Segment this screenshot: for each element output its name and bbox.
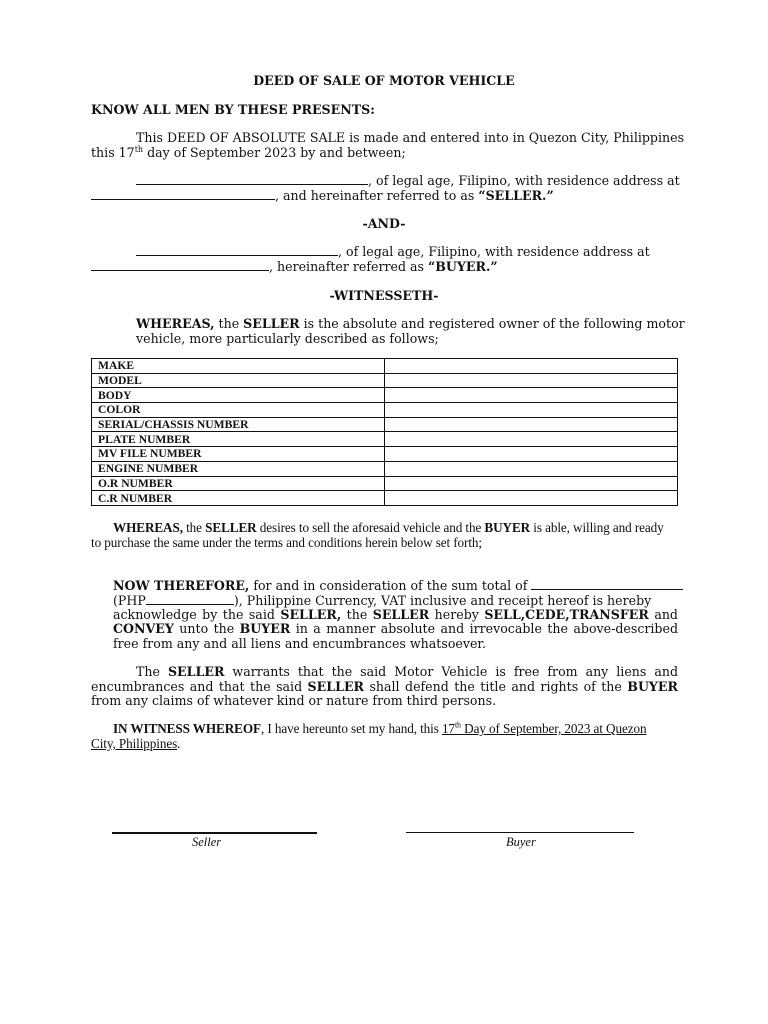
vehicle-field-value[interactable] <box>385 447 678 462</box>
p1-line1: This DEED OF ABSOLUTE SALE is made and entered into in Quezon City, Philippines <box>136 130 685 145</box>
vehicle-field-label: MODEL <box>92 373 385 388</box>
now-therefore-line3: acknowledge by the said SELLER, the SELLER hereby SELL,CEDE,TRANSFER and <box>113 607 678 622</box>
amount-php-blank[interactable] <box>146 593 234 605</box>
buyer-address-blank[interactable] <box>91 259 269 271</box>
table-row <box>92 432 678 447</box>
in-witness-line1: IN WITNESS WHEREOF, I have hereunto set my hand, this 17th Day of September, 2023 at Quezon <box>113 720 647 736</box>
vehicle-field-value[interactable] <box>385 417 678 432</box>
vehicle-field-value[interactable] <box>385 461 678 476</box>
table-row <box>92 461 678 476</box>
table-row <box>92 373 678 388</box>
vehicle-field-value[interactable] <box>385 491 678 506</box>
vehicle-field-value[interactable] <box>385 432 678 447</box>
document-title: DEED OF SALE OF MOTOR VEHICLE <box>253 73 515 88</box>
table-row <box>92 403 678 418</box>
warranty-line2: encumbrances and that the said SELLER shall defend the title and rights of the BUYER <box>91 679 678 694</box>
vehicle-field-value[interactable] <box>385 388 678 403</box>
vehicle-field-value[interactable] <box>385 403 678 418</box>
buyer-signature-label: Buyer <box>506 835 536 849</box>
vehicle-field-label: MV FILE NUMBER <box>92 447 385 462</box>
seller-signature-label: Seller <box>192 835 222 849</box>
vehicle-field-label: COLOR <box>92 403 385 418</box>
p1-line2: this 17th day of September 2023 by and between; <box>91 144 406 160</box>
vehicle-field-label: PLATE NUMBER <box>92 432 385 447</box>
vehicle-field-label: C.R NUMBER <box>92 491 385 506</box>
warranty-line3: from any claims of whatever kind or nature from third persons. <box>91 693 497 708</box>
now-therefore-line2: (PHP ), Philippine Currency, VAT inclusive and receipt hereof is hereby <box>113 593 652 608</box>
vehicle-field-label: SERIAL/CHASSIS NUMBER <box>92 417 385 432</box>
table-row <box>92 447 678 462</box>
warranty-line1: The SELLER warrants that the said Motor Vehicle is free from any liens and <box>136 664 679 679</box>
buyer-line2: , hereinafter referred as “BUYER.” <box>91 259 768 274</box>
table-row <box>92 491 678 506</box>
now-therefore-line5: free from any and all liens and encumbrances whatsoever. <box>113 636 487 651</box>
table-row <box>92 476 678 491</box>
whereas1-line2: vehicle, more particularly described as follows; <box>136 331 439 346</box>
vehicle-field-value[interactable] <box>385 476 678 491</box>
now-therefore-line4: CONVEY unto the BUYER in a manner absolute and irrevocable the above-described <box>113 621 679 636</box>
seller-line2: , and hereinafter referred to as “SELLER.” <box>91 188 768 203</box>
witnesseth-label: -WITNESSETH- <box>329 288 439 303</box>
in-witness-line2: City, Philippines. <box>91 736 181 751</box>
table-row <box>92 359 678 374</box>
seller-signature-line[interactable] <box>112 832 317 834</box>
whereas2-line1: WHEREAS, the SELLER desires to sell the aforesaid vehicle and the BUYER is able, willing and ready <box>113 520 664 535</box>
seller-line1: , of legal age, Filipino, with residence address at <box>136 173 768 188</box>
vehicle-field-value[interactable] <box>385 373 678 388</box>
table-row <box>92 388 678 403</box>
vehicle-details-table <box>91 358 678 506</box>
and-label: -AND- <box>362 216 406 231</box>
vehicle-field-label: BODY <box>92 388 385 403</box>
seller-address-blank[interactable] <box>91 188 275 200</box>
seller-name-blank[interactable] <box>136 173 368 185</box>
buyer-line1: , of legal age, Filipino, with residence address at <box>136 244 768 259</box>
whereas1-line1: WHEREAS, the SELLER is the absolute and registered owner of the following motor <box>136 316 685 331</box>
vehicle-field-value[interactable] <box>385 359 678 374</box>
whereas2-line2: to purchase the same under the terms and conditions herein below set forth; <box>91 535 482 550</box>
buyer-signature-line[interactable] <box>406 832 634 833</box>
buyer-name-blank[interactable] <box>136 244 338 256</box>
now-therefore-line1: NOW THEREFORE, for and in consideration of the sum total of <box>113 578 768 593</box>
intro-heading: KNOW ALL MEN BY THESE PRESENTS: <box>91 102 375 117</box>
vehicle-field-label: O.R NUMBER <box>92 476 385 491</box>
vehicle-field-label: ENGINE NUMBER <box>92 461 385 476</box>
amount-words-blank[interactable] <box>531 578 683 590</box>
vehicle-field-label: MAKE <box>92 359 385 374</box>
table-row <box>92 417 678 432</box>
